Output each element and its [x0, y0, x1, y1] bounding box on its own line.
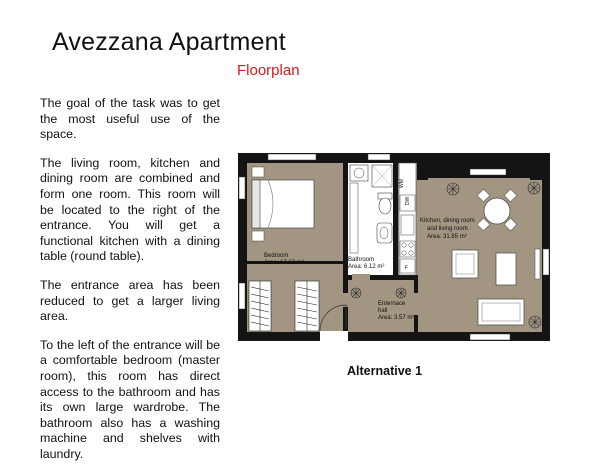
tv-unit	[535, 249, 540, 279]
page-subtitle: Floorplan	[237, 62, 300, 79]
plant-icon	[528, 182, 540, 194]
bath-door-gap	[352, 274, 370, 281]
paragraph-goal: The goal of the task was to get the most useful use of the space.	[40, 96, 220, 142]
wall-bath-kitchen	[393, 163, 398, 279]
washing-machine	[350, 165, 368, 181]
plan-caption: Alternative 1	[347, 364, 423, 378]
washbasin	[377, 223, 392, 243]
paragraph-bedroom: To the left of the entrance will be a comfortable bedroom (master room), this room has direct access to the bathroom and has its own large wardrobe. The bathroom also has a washing machine and shelves with laundry.	[40, 337, 220, 461]
toilet-bowl	[379, 198, 391, 214]
hall-area: Area: 3.57 m²	[378, 315, 415, 321]
fridge-mark: F	[405, 265, 409, 271]
nightstand-bottom	[252, 231, 264, 241]
bed	[252, 180, 314, 228]
hall-label-2: hall	[378, 308, 388, 314]
window-living-right	[543, 249, 549, 275]
paragraph-living-room: The living room, kitchen and dining room are combined and form one room. This room will be located to the right of the entrance. You will get a functional kitchen with a dining table (round table).	[40, 155, 220, 264]
laundry-shelves	[350, 183, 358, 253]
coffee-table	[496, 253, 516, 285]
floorplan-drawing	[238, 153, 550, 341]
plant-icon	[447, 183, 459, 195]
page-title: Avezzana Apartment	[52, 28, 286, 56]
bathroom-area: Area: 6.12 m²	[348, 264, 385, 270]
window-kitchen-top	[368, 154, 390, 160]
window-living-top	[470, 169, 506, 175]
dishwasher-mark: DW	[405, 196, 411, 205]
wardrobe-left	[249, 281, 271, 331]
plant-icon	[396, 288, 406, 298]
bathroom-label: Bathroom	[348, 257, 375, 263]
dining-table	[484, 198, 510, 224]
kitchen-sink	[401, 215, 414, 235]
living-label: Kitchen, dining room	[420, 218, 475, 224]
bedroom-area: Area: 17.67 m²	[264, 260, 304, 266]
description-text	[40, 96, 220, 475]
hall-label: Enternace	[378, 301, 406, 307]
washing-machine-mark: WM	[399, 179, 405, 188]
plant-icon	[529, 316, 541, 328]
top-notch-floor	[428, 178, 530, 188]
window-bedroom-left-2	[239, 283, 245, 309]
living-area: Area: 31.85 m²	[427, 234, 467, 240]
window-bedroom-left	[239, 177, 245, 199]
wardrobe-right	[295, 281, 319, 331]
window-bedroom-top	[268, 154, 316, 160]
living-door-gap	[413, 293, 419, 315]
bedroom-label: Bedroom	[264, 253, 289, 259]
bed-headboard	[252, 180, 260, 228]
entrance-door-gap	[320, 331, 348, 341]
nightstand-top	[252, 167, 264, 177]
plant-icon	[351, 288, 361, 298]
paragraph-entrance: The entrance area has been reduced to get a larger living area.	[40, 277, 220, 324]
living-label-2: and living room	[427, 226, 468, 232]
window-living-bottom	[470, 334, 510, 340]
